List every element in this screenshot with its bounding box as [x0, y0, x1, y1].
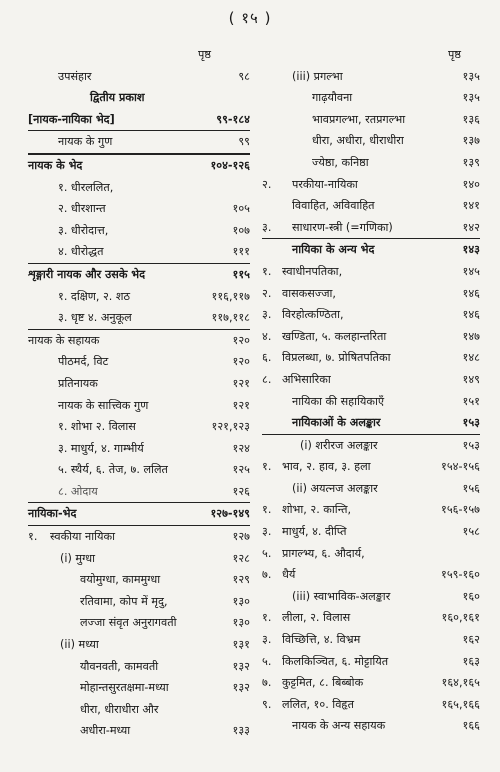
toc-entry-title: माधुर्य, ४. दीप्ति	[282, 525, 347, 539]
toc-entry	[262, 195, 480, 217]
toc-entry-page: १३६	[462, 112, 480, 126]
toc-entry	[262, 456, 480, 478]
toc-entry	[28, 699, 250, 721]
toc-left-column	[28, 44, 250, 742]
toc-entry	[28, 526, 250, 548]
toc-entry-title: ५. स्थैर्य, ६. तेज, ७. ललित	[58, 463, 168, 477]
toc-entry-title: परकीया-नायिका	[292, 177, 358, 191]
toc-entry-title: (iii) स्वाभाविक-अलङ्कार	[292, 589, 391, 603]
toc-entry-title: शोभा, २. कान्ति,	[282, 503, 352, 517]
toc-entry-page: १५३	[462, 416, 480, 430]
toc-entry-page: १४६	[462, 286, 480, 300]
toc-entry	[28, 177, 250, 199]
toc-entry-page: ११६,११७	[211, 289, 250, 303]
toc-entry-number: ९.	[262, 697, 272, 711]
toc-entry	[28, 373, 250, 395]
toc-entry	[262, 239, 480, 261]
toc-entry-number: ३.	[262, 525, 272, 539]
toc-entry	[262, 283, 480, 305]
toc-entry-page: १६०,१६१	[441, 611, 480, 625]
toc-entry-page: १४३	[462, 243, 480, 257]
toc-entry	[28, 198, 250, 220]
toc-entry-page: १२१	[232, 398, 250, 412]
toc-entry-page: १२०	[232, 355, 250, 369]
toc-entry-title: नायक के अन्य सहायक	[292, 719, 386, 733]
toc-entry	[28, 677, 250, 699]
toc-entry-title: लज्जा संवृत अनुरागवती	[80, 616, 177, 630]
toc-entry	[262, 607, 480, 629]
toc-entry-title: पृष्ठ	[448, 48, 461, 61]
toc-entry-page: १४५	[462, 264, 480, 278]
toc-right-column	[262, 44, 480, 737]
toc-entry-title: (ii) अयत्नज अलङ्कार	[292, 481, 378, 495]
toc-entry	[262, 87, 480, 109]
toc-entry-title: गाढ़यौवना	[312, 91, 353, 105]
toc-entry-title: ३. माधुर्य, ४. गाम्भीर्य	[58, 441, 144, 455]
toc-entry-page: १२१,१२३	[211, 420, 250, 434]
toc-entry-title: धैर्य	[282, 568, 296, 582]
toc-entry-title: लीला, २. विलास	[282, 611, 351, 625]
toc-entry-page: १६४,१६५	[441, 676, 480, 690]
toc-entry-page: १२४	[232, 441, 250, 455]
toc-entry-title: उपसंहार	[58, 69, 92, 83]
toc-entry-page: १२९	[232, 573, 250, 587]
toc-entry-page: १२०	[232, 333, 250, 347]
toc-entry-title: धीरा, अधीरा, धीराधीरा	[312, 134, 404, 148]
toc-entry	[262, 44, 480, 66]
toc-entry	[28, 416, 250, 438]
toc-entry-title: भावप्रगल्भा, रतप्रगल्भा	[312, 112, 406, 126]
toc-entry-page: १६५,१६६	[441, 697, 480, 711]
toc-entry-title: ज्येष्ठा, कनिष्ठा	[312, 155, 369, 169]
toc-entry-number: ५.	[262, 546, 272, 560]
toc-entry-page: १४९	[462, 372, 480, 386]
toc-entry-title: नायक के सात्त्विक गुण	[58, 398, 149, 412]
toc-entry-title: ४. धीरोद्धत	[58, 245, 104, 259]
toc-entry-page: १२१	[232, 376, 250, 390]
toc-entry-page: ११७,११८	[211, 311, 250, 325]
toc-entry-title: २. धीरशान्त	[58, 202, 106, 216]
toc-entry	[262, 66, 480, 88]
toc-entry	[28, 612, 250, 634]
toc-entry	[28, 569, 250, 591]
toc-entry-page: १५१	[462, 394, 480, 408]
toc-entry	[262, 217, 480, 240]
toc-entry	[28, 395, 250, 417]
toc-entry-page: १५९-१६०	[441, 568, 480, 582]
toc-entry	[262, 694, 480, 716]
toc-entry-number: ३.	[262, 633, 272, 647]
toc-entry-number: १.	[262, 460, 272, 474]
toc-entry-page: १३२	[232, 659, 250, 673]
toc-entry-title: विरहोत्कण्ठिता,	[282, 308, 344, 322]
toc-entry	[28, 307, 250, 329]
toc-entry	[28, 87, 250, 109]
toc-entry-page: १६०	[462, 589, 480, 603]
toc-entry	[262, 435, 480, 457]
toc-entry	[262, 564, 480, 586]
toc-entry	[28, 481, 250, 504]
toc-entry	[262, 391, 480, 413]
toc-entry-title: कुट्टमित, ८. बिब्बोक	[282, 676, 364, 690]
toc-entry-title: प्रागल्भ्य, ६. औदार्य,	[282, 546, 365, 560]
toc-entry	[262, 672, 480, 694]
toc-entry-title: १. शोभा २. विलास	[58, 420, 136, 434]
toc-entry-number: ३.	[262, 220, 272, 234]
toc-entry-title: भाव, २. हाव, ३. हला	[282, 460, 371, 474]
toc-entry	[28, 548, 250, 570]
toc-entry	[262, 521, 480, 543]
toc-entry-title: नायिका की सहायिकाएँ	[292, 394, 385, 408]
toc-entry-page: १५४-१५६	[441, 460, 480, 474]
toc-entry-title: नायक के सहायक	[28, 333, 100, 347]
toc-entry-title: अभिसारिका	[282, 372, 331, 386]
toc-entry-page: १२६	[232, 484, 250, 498]
toc-entry	[262, 478, 480, 500]
toc-entry-page: ९९	[238, 135, 250, 149]
toc-entry-number: १.	[262, 611, 272, 625]
toc-entry-page: १४२	[462, 220, 480, 234]
toc-entry-title: (i) मुग्धा	[60, 551, 96, 565]
toc-entry-page: १४०	[462, 177, 480, 191]
toc-entry-number: ६.	[262, 351, 272, 365]
toc-entry-title: ३. धीरोदात्त,	[58, 223, 109, 237]
toc-entry-title: नायिका के अन्य भेद	[292, 243, 375, 257]
toc-entry	[262, 715, 480, 737]
toc-entry-title: नायक के भेद	[28, 158, 83, 172]
toc-entry	[262, 543, 480, 565]
toc-entry-title: साधारण-स्त्री (=गणिका)	[292, 220, 393, 234]
toc-entry-title: (i) शरीरज अलङ्कार	[300, 438, 378, 452]
toc-entry	[262, 174, 480, 196]
toc-entry-page: १३३	[232, 724, 250, 738]
toc-entry-title: वयोमुग्धा, काममुग्धा	[80, 573, 161, 587]
toc-entry	[28, 263, 250, 286]
toc-entry	[28, 286, 250, 308]
toc-entry-page: १३२	[232, 681, 250, 695]
toc-entry	[28, 329, 250, 352]
toc-entry-page: १११	[232, 245, 250, 259]
toc-entry-page: १२७-१४९	[210, 507, 250, 521]
toc-entry-page: १२८	[232, 551, 250, 565]
toc-entry-title: नायक के गुण	[58, 135, 113, 149]
toc-entry	[28, 109, 250, 132]
toc-entry-title: विवाहित, अविवाहित	[292, 199, 375, 213]
toc-entry-page: १५८	[462, 525, 480, 539]
toc-entry-page: १३७	[462, 134, 480, 148]
toc-entry-page: १४७	[462, 329, 480, 343]
toc-entry	[28, 241, 250, 263]
toc-entry-page: १५६-१५७	[441, 503, 480, 517]
toc-entry	[262, 109, 480, 131]
toc-entry-number: २.	[262, 177, 272, 191]
toc-entry-title: (iii) प्रगल्भा	[292, 69, 343, 83]
toc-entry	[262, 261, 480, 283]
toc-entry-title: प्रतिनायक	[58, 376, 98, 390]
toc-entry-number: १.	[262, 503, 272, 517]
toc-entry	[28, 459, 250, 481]
toc-entry-page: १३०	[232, 594, 250, 608]
toc-entry-number: ५.	[262, 654, 272, 668]
toc-entry-title: (ii) मध्या	[60, 638, 99, 652]
toc-entry-title: अधीरा-मध्या	[80, 724, 131, 738]
toc-entry-number: ७.	[262, 568, 272, 582]
toc-entry	[28, 154, 250, 177]
toc-entry-number: २.	[262, 286, 272, 300]
toc-entry-page: १०५	[232, 202, 250, 216]
toc-entry-title: यौवनवती, कामवती	[80, 659, 159, 673]
toc-entry-title: शृङ्गारी नायक और उसके भेद	[28, 267, 146, 281]
toc-entry-page: १४१	[462, 199, 480, 213]
toc-entry	[28, 66, 250, 88]
toc-entry-title: स्वकीया नायिका	[50, 530, 115, 544]
toc-entry-title: किलकिञ्चित, ६. मोट्टायित	[282, 654, 389, 668]
toc-entry	[28, 131, 250, 154]
toc-entry-number: ३.	[262, 308, 272, 322]
toc-entry	[262, 152, 480, 174]
toc-entry-page: १३५	[462, 69, 480, 83]
toc-entry	[262, 326, 480, 348]
toc-entry	[28, 503, 250, 526]
toc-entry-title: ललित, १०. विहृत	[282, 697, 354, 711]
toc-entry-title: नायिकाओं के अलङ्कार	[292, 416, 381, 430]
toc-entry-number: ७.	[262, 676, 272, 690]
toc-entry-page: १३५	[462, 91, 480, 105]
toc-entry-page: ११५	[232, 267, 250, 281]
toc-entry-page: १२७	[232, 530, 250, 544]
toc-entry	[28, 44, 250, 66]
toc-entry-number: ४.	[262, 329, 272, 343]
toc-entry-title: पीठमर्द, विट	[58, 355, 109, 369]
toc-entry	[28, 656, 250, 678]
toc-entry-number: १.	[262, 264, 272, 278]
toc-entry	[262, 304, 480, 326]
toc-entry-title: विप्रलब्धा, ७. प्रोषितपतिका	[282, 351, 391, 365]
toc-entry-page: १४८	[462, 351, 480, 365]
toc-entry-title: रतिवामा, कोप में मृदु,	[80, 594, 168, 608]
toc-entry	[262, 412, 480, 435]
page-number: ( १५ )	[228, 9, 272, 27]
toc-entry	[262, 629, 480, 651]
toc-entry	[28, 220, 250, 242]
toc-entry	[262, 347, 480, 369]
toc-entry-page: १६२	[462, 633, 480, 647]
toc-entry-page: ९८	[238, 69, 250, 83]
toc-entry-page: १३९	[462, 155, 480, 169]
toc-entry-title: मोहान्तसुरतक्षमा-मध्या	[80, 681, 169, 695]
toc-entry-page: १०७	[232, 223, 250, 237]
toc-entry-title: ३. धृष्ट ४. अनुकूल	[58, 311, 132, 325]
toc-entry-page: १५६	[462, 481, 480, 495]
toc-entry-title: पृष्ठ	[198, 48, 211, 61]
toc-entry-title: विच्छित्ति, ४. विभ्रम	[282, 633, 361, 647]
toc-entry-title: नायिका-भेद	[28, 507, 77, 521]
toc-entry	[262, 499, 480, 521]
toc-entry-title: ८. ओदाय	[58, 484, 98, 498]
toc-entry-title: वासकसज्जा,	[282, 286, 336, 300]
toc-entry	[262, 130, 480, 152]
toc-entry	[28, 351, 250, 373]
toc-entry	[262, 369, 480, 391]
toc-entry-page: १६३	[462, 654, 480, 668]
toc-entry	[28, 438, 250, 460]
toc-entry	[28, 634, 250, 656]
toc-entry-title: १. दक्षिण, २. शठ	[58, 289, 131, 303]
toc-entry-page: १६६	[462, 719, 480, 733]
toc-entry-page: १३०	[232, 616, 250, 630]
toc-entry-page: ९९-१८४	[216, 112, 250, 126]
toc-entry	[28, 591, 250, 613]
toc-entry-number: १.	[28, 530, 38, 544]
toc-entry-title: [नायक-नायिका भेद]	[28, 112, 115, 126]
toc-entry-page: १५३	[462, 438, 480, 452]
toc-entry-page: १०४-१२६	[210, 158, 250, 172]
toc-entry-title: खण्डिता, ५. कलहान्तरिता	[282, 329, 387, 343]
toc-entry-page: १३१	[232, 638, 250, 652]
toc-entry	[28, 720, 250, 742]
toc-entry-page: १२५	[232, 463, 250, 477]
toc-entry-title: धीरा, धीराधीरा और	[80, 702, 159, 716]
toc-entry-title: स्वाधीनपतिका,	[282, 264, 343, 278]
toc-entry-number: ८.	[262, 372, 272, 386]
toc-entry	[262, 586, 480, 608]
toc-entry-title: द्वितीय प्रकाश	[90, 91, 145, 105]
toc-entry-page: १४६	[462, 308, 480, 322]
toc-entry	[262, 651, 480, 673]
toc-entry-title: १. धीरललित,	[58, 180, 114, 194]
